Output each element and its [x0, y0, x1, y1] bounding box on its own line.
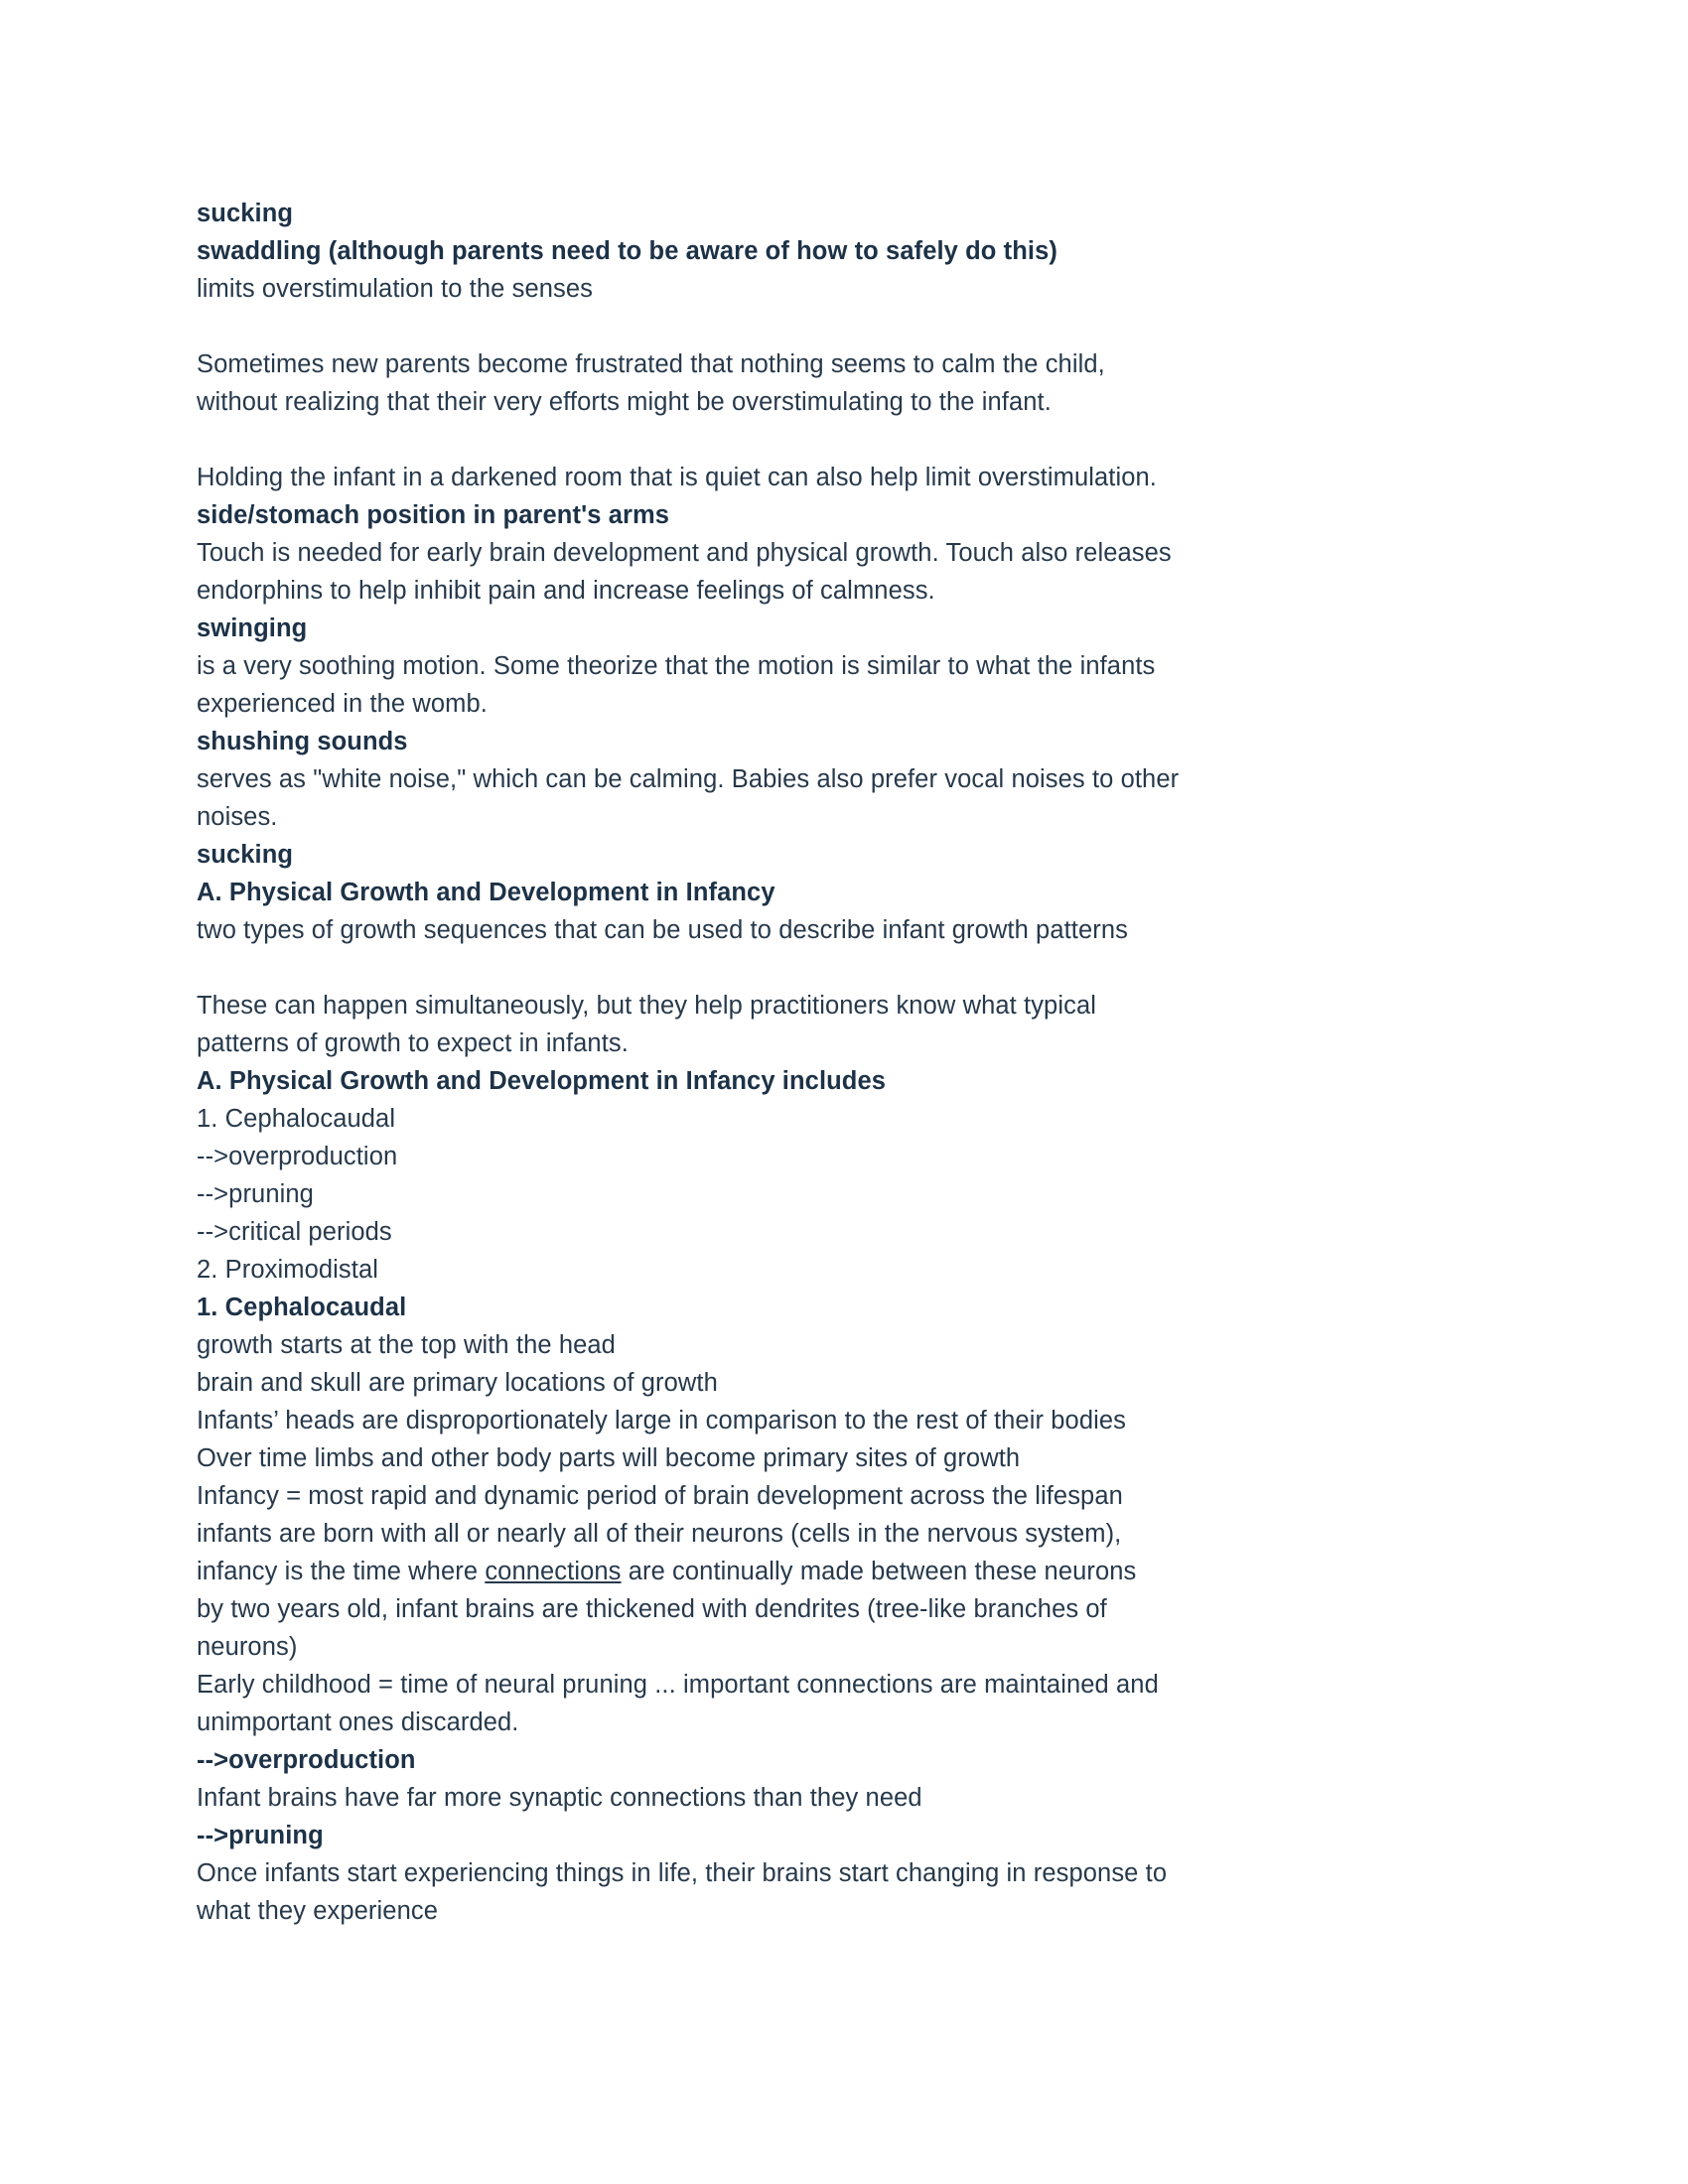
text-line: infants are born with all or nearly all of their neurons (cells in the nervous system),: [197, 1520, 1122, 1548]
text-line: -->critical periods: [197, 1218, 392, 1246]
text-line: sucking: [197, 841, 294, 869]
text-line: Over time limbs and other body parts will become primary sites of growth: [197, 1444, 1021, 1472]
text-line: by two years old, infant brains are thickened with dendrites (tree-like branches of: [197, 1595, 1107, 1623]
paragraph-spacer: [197, 421, 1479, 459]
text-line: 2. Proximodistal: [197, 1256, 379, 1284]
text-line: noises.: [197, 803, 278, 831]
text-line: Infancy = most rapid and dynamic period of brain development across the lifespan: [197, 1482, 1123, 1510]
text-line: infancy is the time where connections are continually made between these neurons: [197, 1558, 1137, 1585]
text-line: experienced in the womb.: [197, 690, 488, 718]
text-line: unimportant ones discarded.: [197, 1708, 519, 1736]
text-line: brain and skull are primary locations of growth: [197, 1369, 718, 1397]
text-line: serves as "white noise," which can be calming. Babies also prefer vocal noises to other: [197, 765, 1180, 793]
text-line: shushing sounds: [197, 728, 408, 755]
text-line: side/stomach position in parent's arms: [197, 501, 670, 529]
text-line: -->overproduction: [197, 1143, 398, 1170]
text-line: without realizing that their very efforts might be overstimulating to the infant.: [197, 388, 1052, 416]
text-line: swinging: [197, 614, 308, 642]
text-line: is a very soothing motion. Some theorize that the motion is similar to what the infants: [197, 652, 1156, 680]
text-line: what they experience: [197, 1897, 438, 1925]
text-line: patterns of growth to expect in infants.: [197, 1029, 629, 1057]
text-line: neurons): [197, 1633, 298, 1661]
text-line: endorphins to help inhibit pain and increase feelings of calmness.: [197, 577, 935, 605]
text-line: These can happen simultaneously, but they help practitioners know what typical: [197, 992, 1097, 1020]
text-line: -->pruning: [197, 1822, 324, 1849]
text-line: -->overproduction: [197, 1746, 416, 1774]
text-line: Holding the infant in a darkened room that is quiet can also help limit overstimulation.: [197, 464, 1157, 491]
paragraph-spacer: [197, 949, 1479, 987]
text-line: two types of growth sequences that can be used to describe infant growth patterns: [197, 916, 1128, 944]
text-line: A. Physical Growth and Development in Infancy includes: [197, 1067, 887, 1095]
text-line: -->pruning: [197, 1180, 314, 1208]
text-line: 1. Cephalocaudal: [197, 1105, 396, 1133]
text-line: Touch is needed for early brain development and physical growth. Touch also releases: [197, 539, 1172, 567]
text-line: Infants’ heads are disproportionately large in comparison to the rest of their bodies: [197, 1407, 1126, 1434]
text-line: Sometimes new parents become frustrated that nothing seems to calm the child,: [197, 350, 1105, 378]
text-line: Infant brains have far more synaptic connections than they need: [197, 1784, 922, 1812]
text-line: limits overstimulation to the senses: [197, 275, 594, 303]
text-line: 1. Cephalocaudal: [197, 1294, 407, 1321]
text-line: sucking: [197, 200, 294, 227]
text-line: A. Physical Growth and Development in Infancy: [197, 879, 775, 906]
text-line: Once infants start experiencing things in life, their brains start changing in response to: [197, 1859, 1168, 1887]
document-text-body: [197, 195, 1479, 1930]
text-line: swaddling (although parents need to be aware of how to safely do this): [197, 237, 1057, 265]
underlined-term: connections: [485, 1558, 622, 1585]
text-line: growth starts at the top with the head: [197, 1331, 616, 1359]
paragraph-spacer: [197, 308, 1479, 345]
text-line: Early childhood = time of neural pruning ... important connections are maintained and: [197, 1671, 1159, 1699]
